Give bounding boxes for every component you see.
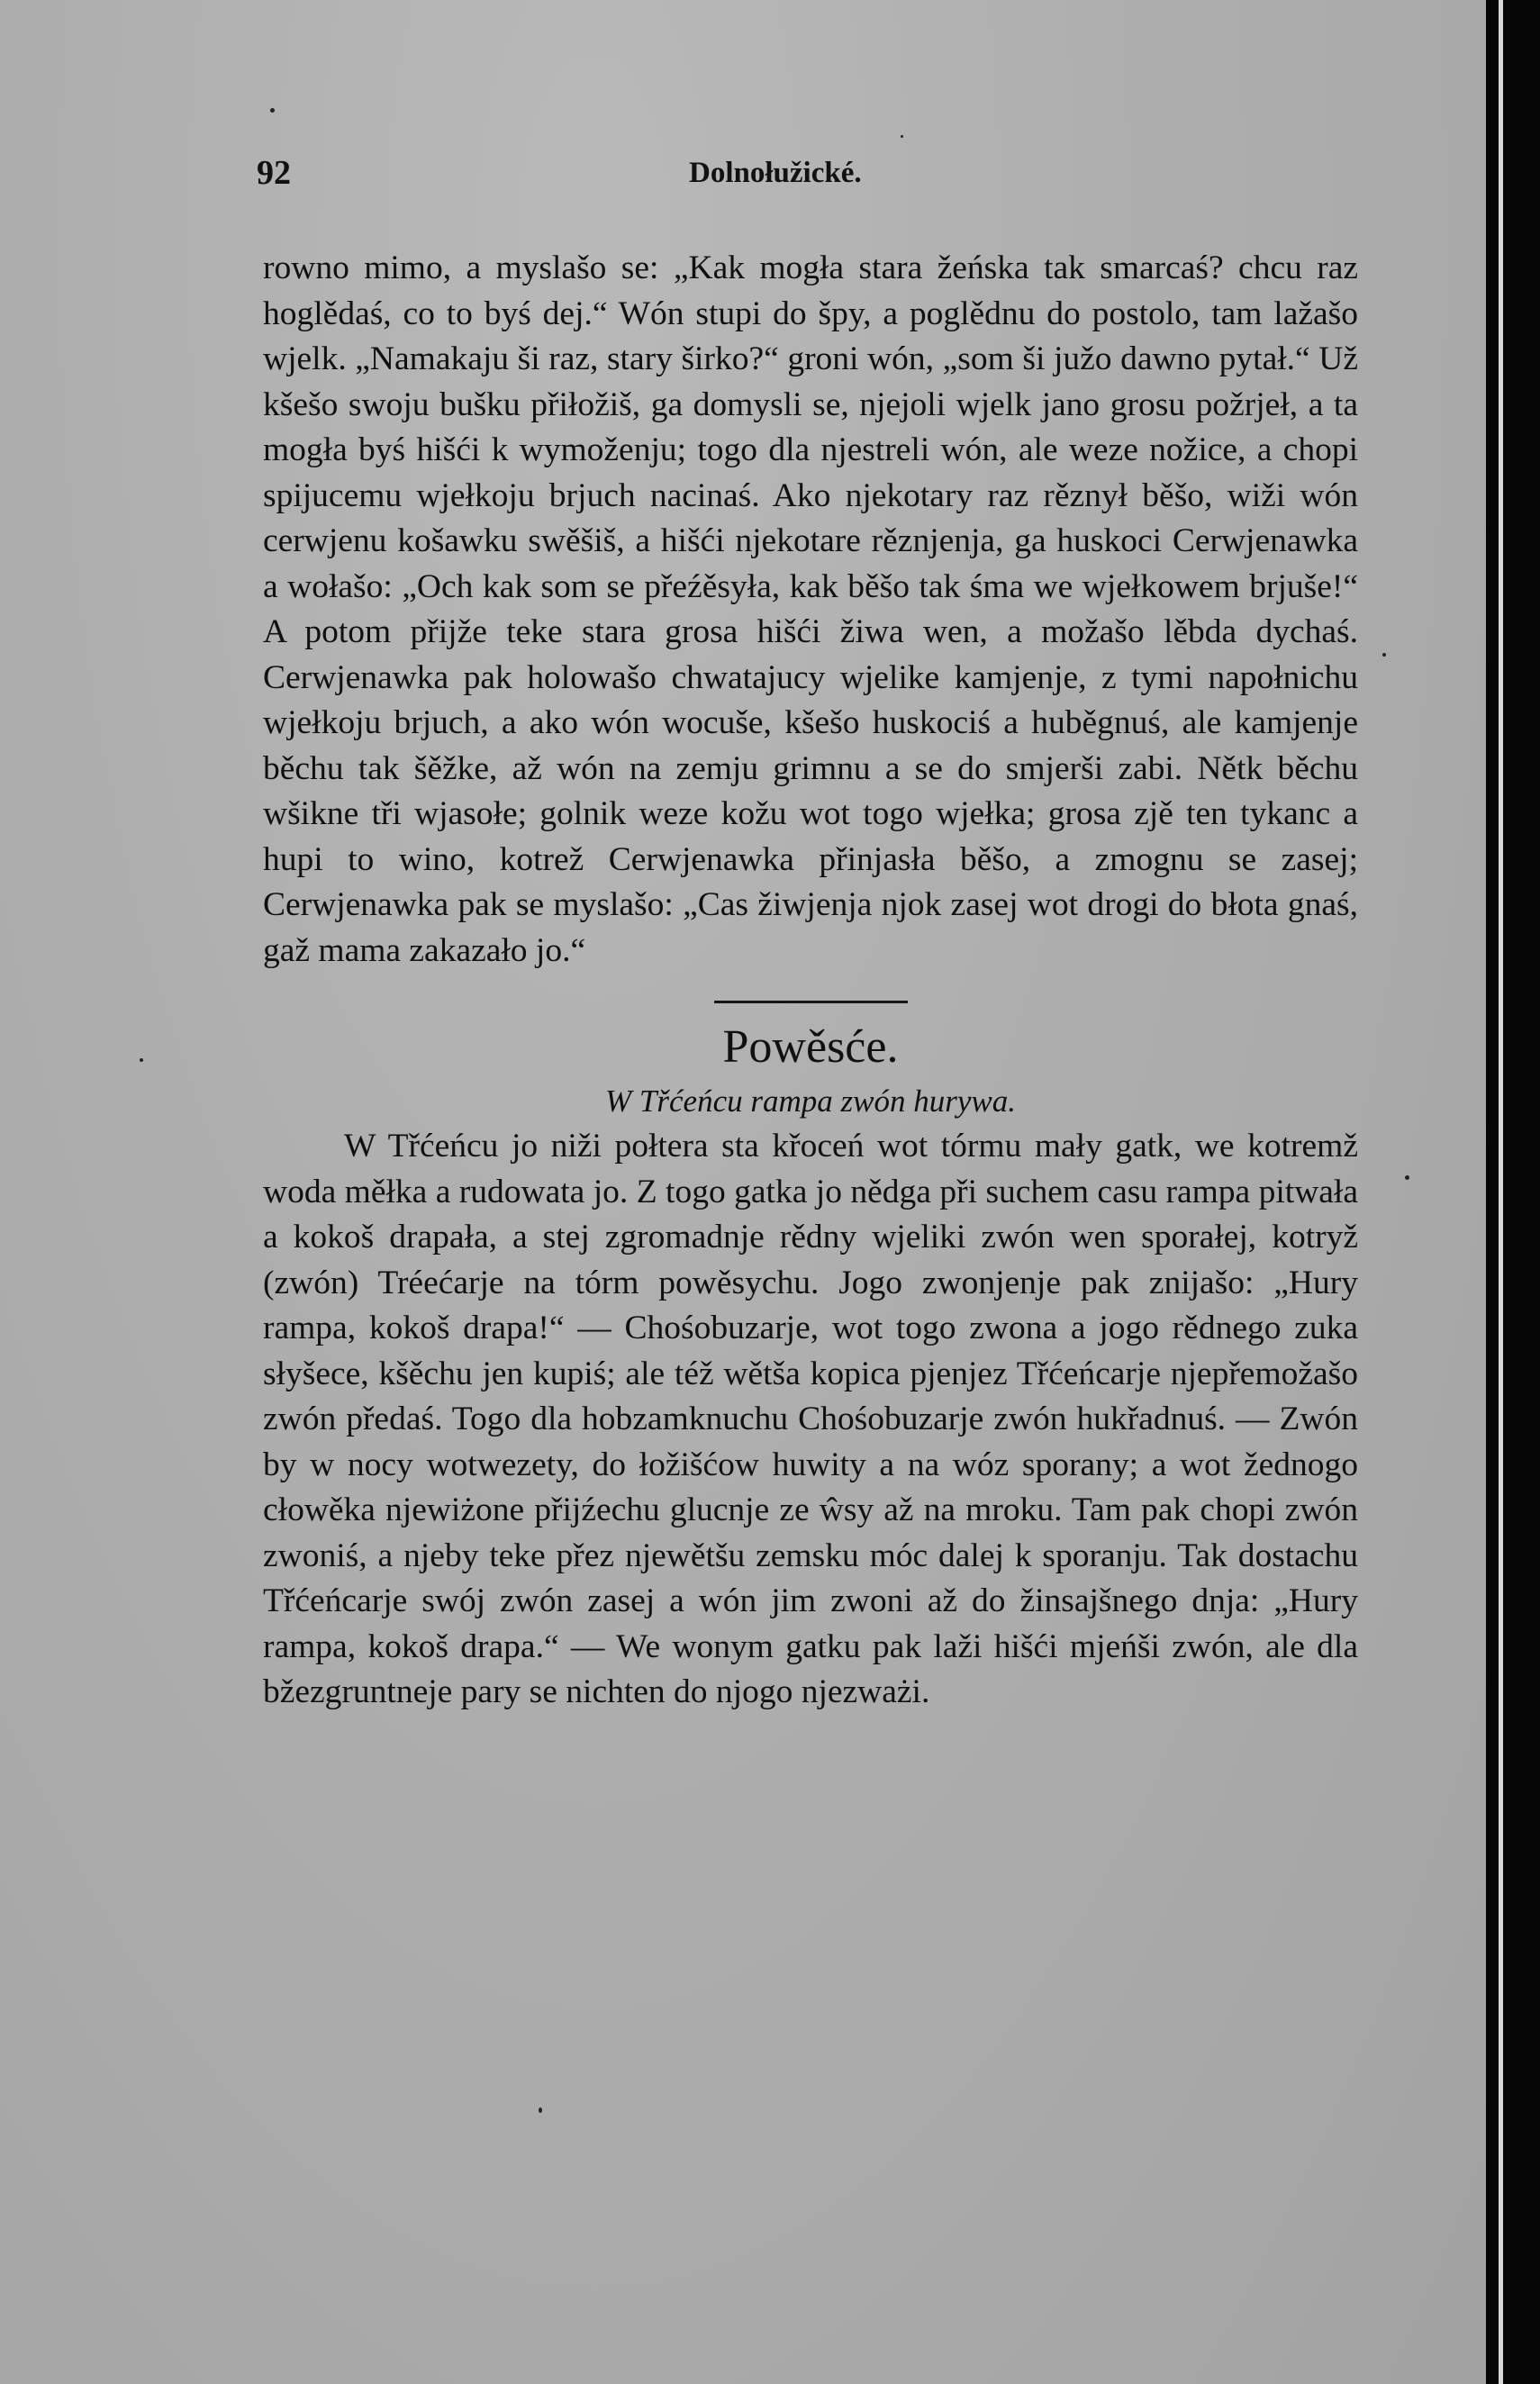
scan-speck [539,2108,542,2113]
scan-speck [1405,1175,1409,1180]
body-paragraph: rowno mimo, a myslašo se: „Kak mogła stara žeńska tak smarcaś? chcu raz hoglědaś, co to byś dej.“ Wón stupi do špy, a poglědnu do postolo, tam lažašo wjelk. „Namakaju ši raz, stary širko?“ groni wón, „som ši južo dawno pytał.“ Už kšešo swoju bušku přiłožiš, ga domysli se, njejoli wjelk jano grosu požrjeł, a ta mogła byś hišći k wymoženju; togo dla njestreli wón, ale weze nožice, a chopi spijucemu wjełkoju brjuch nacinaś. Ako njekotary raz rěznył běšo, wiži wón cerwjenu košawku swěšiš, a hišći njekotare rěznjenja, ga huskoci Cerwjenawka a wołašo: „Och kak som se přeźěsyła, kak běšo tak śma we wjełkowem brjuše!“ A potom přijže teke stara grosa hišći žiwa wen, a možašo lěbda dychaś. Cerwjenawka pak holowašo chwatajucy wjelike kamjenje, z tymi napołnichu wjełkoju brjuch, a ako wón wocuše, kšešo huskociś a huběgnuś, ale kamjenje běchu tak šěžke, až wón na zemju grimnu a se do smjerši zabi. Nětk běchu wšikne tři wjasołe; golnik weze kožu wot togo wjełka; grosa zjě ten tykanc a hupi to wino, kotrež Cerwjenawka přinjasła běšo, a zmognu se zasej; Cerwjenawka pak se myslašo: „Cas žiwjenja njok zasej wot drogi do błota gnaś, gaž mama zakazało jo.“ [263,249,1358,969]
scan-border [1486,0,1540,2384]
section-subtitle: W Třćeńcu rampa zwón hurywa. [605,1083,1016,1119]
page-number: 92 [257,154,291,192]
section-title: Powěsće. [722,1021,899,1073]
scan-speck [901,135,903,138]
page-body [263,246,1358,1716]
page-edge-line [1499,0,1503,2384]
scan-speck [270,108,275,113]
scan-speck [1382,653,1386,657]
section-paragraph: W Třćeńcu jo niži połtera sta křoceń wot tórmu mały gatk, we kotremž woda měłka a rudowata jo. Z togo gatka jo nědga při suchem casu rampa pitwała a kokoš drapała, a stej zgromadnje rědny wjeliki zwón wen sporałej, kotryž (zwón) Tréećarje na tórm powěsychu. Jogo zwonjenje pak znijašo: „Hury rampa, kokoš drapa!“ — Chośobuzarje, wot togo zwona a jogo rědnego zuka słyšece, kšěchu jen kupiś; ale též wětša kopica pjenjez Třćeńcarje njepřemožašo zwón předaś. Togo dla hobzamknuchu Chośobuzarje zwón hukřadnuś. — Zwón by w nocy wotwezety, do łožišćow huwity a na wóz sporany; a wot žednogo cłowěka njewiżone přijźechu glucnje ze ŵsy až na mroku. Tam pak chopi zwón zwoniś, a njeby teke přez njewětšu zemsku móc dalej k sporanju. Tak dostachu Třćeńcarje swój zwón zasej a wón jim zwoni až do žinsajšnego dnja: „Hury rampa, kokoš drapa.“ — We wonym gatku pak laži hišći mjeńši zwón, ale dla bžezgruntneje pary se nichten do njogo njezważi. [263,1128,1358,1710]
section-divider [714,1001,908,1003]
scan-speck [140,1058,143,1062]
running-title: Dolnołužické. [689,157,862,189]
page-header [257,153,1337,207]
